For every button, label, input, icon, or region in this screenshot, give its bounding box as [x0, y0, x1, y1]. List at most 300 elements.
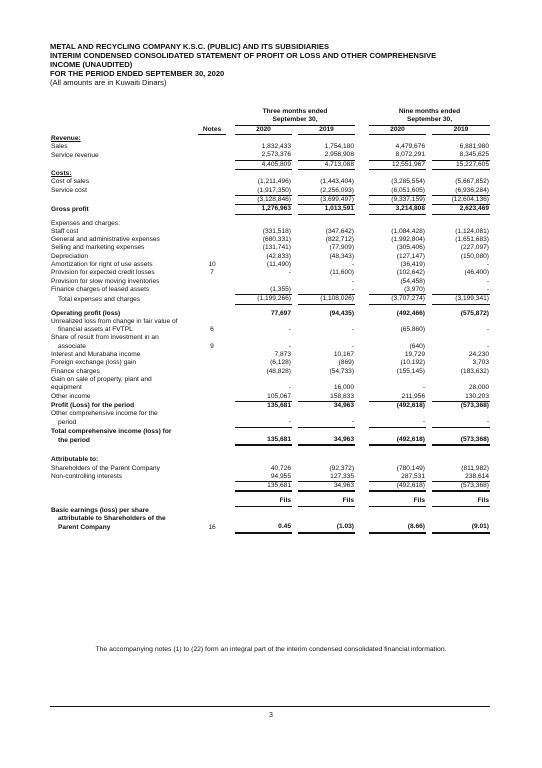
value-9m-2019: (46,400): [464, 269, 490, 277]
value-9m-2019: -: [486, 342, 490, 350]
row-label: Total expenses and charges: [58, 295, 141, 303]
value-q3-2019: -: [351, 261, 355, 269]
value-9m-2019: (573,368): [432, 482, 490, 492]
statement-row: [50, 326, 490, 334]
row-note: [198, 151, 226, 160]
value-q3-2020: (1,917,350): [235, 187, 292, 196]
row-label: equipment: [51, 384, 82, 392]
value-9m-2020: (3,707,274): [369, 295, 426, 304]
statement-row: [50, 473, 490, 482]
value-9m-2020: (492,618): [369, 482, 426, 492]
value-9m-2020: (36,419): [400, 261, 426, 269]
value-9m-2019: -: [486, 277, 490, 285]
value-9m-2020: [369, 506, 426, 515]
value-9m-2020: 4,479,676: [395, 143, 426, 151]
statement-row: [50, 359, 490, 367]
value-9m-2019: [432, 220, 490, 228]
statement-row: [50, 318, 490, 326]
row-note: [198, 178, 226, 186]
row-label: Finance charges: [51, 367, 100, 375]
row-note: [198, 376, 226, 384]
value-q3-2019: (54,733): [329, 367, 355, 375]
value-q3-2020: -: [235, 418, 292, 427]
value-q3-2019: 34,963: [298, 482, 355, 492]
row-note: [198, 195, 226, 204]
value-9m-2019: (573,368): [460, 401, 490, 409]
statement-row: [50, 278, 490, 286]
value-9m-2019: Fils: [432, 497, 490, 506]
row-note: [198, 143, 226, 151]
value-q3-2019: (1,108,026): [298, 295, 355, 304]
value-9m-2020: -: [422, 384, 426, 392]
statement-row: [50, 418, 490, 427]
row-note: [198, 482, 226, 492]
row-label: Parent Company: [58, 524, 111, 532]
value-9m-2020: (8.66): [369, 523, 426, 532]
value-9m-2020: (54,458): [400, 277, 426, 285]
value-9m-2019: (573,368): [432, 436, 490, 445]
value-9m-2019: 3,703: [472, 359, 490, 367]
value-9m-2019: 2,623,469: [432, 205, 490, 214]
value-q3-2020: (331,518): [262, 227, 291, 235]
value-q3-2020: 7,873: [274, 351, 291, 359]
row-note: [198, 236, 226, 244]
three-months-heading: Three months ended: [262, 108, 328, 115]
statement-row: [50, 465, 490, 473]
statement-row: [50, 456, 490, 464]
row-note: [198, 134, 226, 143]
row-label: the period: [58, 436, 90, 444]
value-9m-2019: 238,614: [432, 473, 490, 482]
value-9m-2020: [369, 456, 426, 464]
value-9m-2019: [432, 318, 490, 326]
row-label: [50, 160, 198, 169]
statement-row: [50, 343, 490, 351]
row-label: financial assets at FVTPL: [58, 326, 133, 334]
value-9m-2020: (492,618): [396, 401, 426, 409]
value-9m-2019: [432, 134, 490, 143]
value-q3-2019: 16,000: [333, 384, 355, 392]
value-q3-2019: (94,435): [329, 309, 355, 317]
row-label: Provision for expected credit losses: [51, 269, 155, 277]
statement-row: [50, 195, 490, 204]
row-note: [198, 473, 226, 482]
row-label: Gain on sale of property, plant and: [51, 375, 152, 383]
statement-row: [50, 393, 490, 402]
value-q3-2020: 94,955: [235, 473, 292, 482]
value-q3-2020: (48,828): [266, 367, 291, 375]
row-label: [50, 482, 198, 492]
statement-row: [50, 427, 490, 436]
value-q3-2020: 40,726: [270, 464, 291, 472]
value-q3-2019: -: [351, 342, 355, 350]
value-q3-2019: (347,642): [325, 227, 355, 235]
value-q3-2019: [298, 515, 355, 523]
value-9m-2019: 15,227,605: [432, 160, 490, 169]
row-label: Selling and marketing expenses: [51, 244, 145, 252]
statement-row: [50, 410, 490, 418]
value-q3-2019: -: [351, 277, 355, 285]
row-note: [198, 278, 226, 286]
value-q3-2019: (1.03): [298, 523, 355, 532]
value-9m-2020: (102,642): [396, 269, 426, 277]
row-label: Service revenue: [51, 151, 99, 159]
value-q3-2020: [235, 278, 292, 286]
row-note: [198, 187, 226, 196]
row-note: [198, 160, 226, 169]
statement-row: [50, 401, 490, 410]
row-label: Operating profit (loss): [51, 309, 121, 317]
value-9m-2020: (155,145): [396, 367, 426, 375]
row-label: attributable to Shareholders of the: [58, 515, 166, 523]
statement-row: [50, 368, 490, 376]
row-note: [198, 205, 226, 214]
value-q3-2020: (6,128): [270, 359, 291, 367]
row-label: Other income: [51, 393, 91, 400]
value-9m-2019: (1,124,081): [455, 227, 490, 235]
statement-row: [50, 187, 490, 196]
value-q3-2020: (42,833): [266, 252, 291, 260]
value-9m-2020: 12,551,967: [369, 160, 426, 169]
value-9m-2020: (3,285,554): [391, 178, 426, 186]
value-9m-2019: -: [432, 418, 490, 427]
value-q3-2019: -: [298, 286, 355, 295]
row-note: [198, 286, 226, 295]
statement-row: [50, 334, 490, 342]
value-9m-2019: 130,203: [432, 393, 490, 402]
value-q3-2020: -: [288, 326, 291, 334]
value-9m-2019: 28,000: [468, 384, 490, 392]
row-label: Basic earnings (loss) per share: [51, 506, 149, 514]
row-label: Staff cost: [51, 227, 79, 235]
value-q3-2019: [298, 134, 355, 143]
value-9m-2019: (9.01): [432, 523, 490, 532]
row-note: [198, 310, 226, 318]
statement-row: [50, 170, 490, 179]
value-q3-2019: (3,699,497): [298, 195, 355, 204]
year-header-row: [50, 125, 490, 134]
notes-heading: Notes: [198, 125, 226, 134]
statement-row: [50, 178, 490, 186]
row-label: associate: [58, 342, 86, 350]
value-q3-2020: [235, 170, 292, 179]
value-9m-2020: 287,531: [369, 473, 426, 482]
value-q3-2020: (11,490): [266, 261, 291, 269]
row-note: [198, 228, 226, 236]
value-q3-2020: 4,405,809: [235, 160, 292, 169]
value-q3-2019: 34,963: [333, 401, 355, 409]
value-9m-2019: (5,667,852): [455, 178, 490, 186]
value-q3-2019: 158,833: [298, 393, 355, 402]
statement-row: [50, 523, 490, 532]
row-label: Finance charges of leased assets: [51, 286, 150, 294]
row-note: [198, 384, 226, 392]
value-9m-2019: [432, 506, 490, 515]
value-q3-2020: [235, 515, 292, 523]
statement-row: [50, 506, 490, 515]
value-q3-2019: (869): [338, 359, 355, 367]
value-9m-2019: 6,881,980: [459, 143, 490, 151]
row-label: Interest and Murabaha income: [51, 351, 141, 359]
three-months-date: September 30,: [235, 116, 355, 125]
value-q3-2019: Fils: [298, 497, 355, 506]
value-q3-2019: [298, 170, 355, 179]
statement-row: [50, 236, 490, 244]
currency-note: (All amounts are in Kuwaiti Dinars): [50, 78, 167, 87]
value-q3-2019: 34,963: [298, 436, 355, 445]
value-9m-2020: (65,860): [400, 326, 426, 334]
value-q3-2019: 1,013,591: [298, 205, 355, 214]
value-9m-2020: (3,970): [369, 286, 426, 295]
value-9m-2019: (227,097): [460, 244, 490, 252]
value-q3-2019: [298, 220, 355, 228]
row-note: [198, 410, 226, 418]
row-note: [198, 497, 226, 506]
row-label: Sales: [51, 143, 68, 151]
row-label: period: [58, 418, 77, 426]
value-9m-2019: [432, 376, 490, 384]
value-q3-2020: [235, 376, 292, 384]
value-9m-2020: [369, 318, 426, 326]
statement-row: [50, 143, 490, 151]
value-q3-2019: -: [351, 326, 355, 334]
value-9m-2019: (575,872): [460, 309, 490, 317]
statement-row: [50, 228, 490, 236]
footnote: The accompanying notes (1) to (22) form an integral part of the interim condensed consolidated financial information.: [95, 646, 447, 653]
row-note: [198, 220, 226, 228]
value-q3-2019: (1,443,404): [320, 178, 355, 186]
statement-row: [50, 253, 490, 261]
value-q3-2020: -: [288, 269, 291, 277]
row-label: Gross profit: [51, 205, 89, 213]
row-note: [198, 244, 226, 252]
row-note: [198, 393, 226, 402]
row-note: 6: [210, 326, 214, 334]
value-q3-2019: [298, 506, 355, 515]
statement-row: [50, 160, 490, 169]
value-q3-2019: [298, 410, 355, 418]
period-header-row: [50, 108, 490, 116]
value-9m-2020: 8,072,291: [369, 151, 426, 160]
value-9m-2020: 3,214,808: [369, 205, 426, 214]
value-q3-2019: (2,256,093): [298, 187, 355, 196]
statement-row: [50, 286, 490, 295]
value-9m-2020: (1,084,428): [391, 227, 426, 235]
row-label: Other comprehensive income for the: [51, 410, 158, 418]
nine-months-date: September 30,: [369, 116, 490, 125]
row-label: Depreciation: [51, 252, 89, 260]
statement-row: [50, 151, 490, 160]
statement-period: FOR THE PERIOD ENDED SEPTEMBER 30, 2020: [50, 69, 225, 78]
value-q3-2020: 135,681: [235, 436, 292, 445]
value-9m-2020: [369, 410, 426, 418]
statement-body: [50, 134, 490, 532]
value-9m-2020: (640): [409, 342, 426, 350]
value-9m-2020: [369, 134, 426, 143]
value-9m-2020: [369, 334, 426, 342]
row-label: Attributable to:: [51, 456, 99, 464]
value-q3-2019: [298, 334, 355, 342]
row-note: [198, 515, 226, 523]
value-q3-2020: Fils: [235, 497, 292, 506]
row-note: [198, 401, 226, 410]
value-q3-2020: (131,741): [262, 244, 291, 252]
value-q3-2020: (1,211,496): [257, 178, 291, 186]
income-statement-table: [50, 108, 490, 534]
value-q3-2020: (1,199,266): [235, 295, 292, 304]
value-q3-2020: 77,697: [270, 309, 291, 317]
statement-row: [50, 310, 490, 318]
value-9m-2020: -: [369, 418, 426, 427]
value-9m-2019: [432, 410, 490, 418]
value-9m-2019: 8,345,625: [432, 151, 490, 160]
row-note: [198, 465, 226, 473]
row-note: 9: [210, 342, 214, 350]
value-q3-2020: [235, 334, 292, 342]
value-q3-2020: 135,681: [235, 482, 292, 492]
value-q3-2020: [235, 220, 292, 228]
value-q3-2019: -: [298, 418, 355, 427]
statement-row: [50, 269, 490, 277]
value-q3-2020: 2,573,376: [235, 151, 292, 160]
value-q3-2019: (77,909): [329, 244, 355, 252]
row-note: [198, 436, 226, 445]
value-9m-2019: (150,080): [460, 252, 490, 260]
row-label: [50, 497, 198, 506]
row-label: Service cost: [51, 187, 87, 195]
value-9m-2020: (492,466): [396, 309, 426, 317]
row-note: [198, 318, 226, 326]
9m-2019-heading: 2019: [432, 125, 490, 134]
value-9m-2020: (10,192): [400, 359, 426, 367]
value-9m-2019: (1,651,683): [455, 236, 490, 244]
value-q3-2019: (11,600): [329, 269, 355, 277]
value-q3-2019: [298, 318, 355, 326]
row-note: [198, 368, 226, 376]
value-q3-2020: 135,681: [267, 401, 291, 409]
value-9m-2020: (127,147): [396, 252, 426, 260]
value-9m-2020: (6,051,605): [369, 187, 426, 196]
row-label: Non-controlling interests: [51, 473, 123, 481]
value-9m-2019: (12,604,136): [432, 195, 490, 204]
statement-row: [50, 351, 490, 359]
statement-row: [50, 384, 490, 392]
value-q3-2020: (3,128,846): [235, 195, 292, 204]
value-q3-2020: [235, 506, 292, 515]
value-q3-2019: (48,343): [329, 252, 355, 260]
value-9m-2020: [369, 376, 426, 384]
value-q3-2019: [298, 456, 355, 464]
value-9m-2020: (9,337,159): [369, 195, 426, 204]
row-label: Shareholders of the Parent Company: [51, 464, 160, 472]
value-9m-2020: [369, 427, 426, 436]
value-9m-2020: [369, 220, 426, 228]
statement-row: [50, 497, 490, 506]
row-label: Profit (Loss) for the period: [51, 401, 135, 409]
value-9m-2020: Fils: [369, 497, 426, 506]
value-q3-2020: -: [288, 384, 291, 392]
row-note: 16: [208, 524, 216, 532]
statement-row: [50, 220, 490, 228]
date-header-row: [50, 116, 490, 125]
value-9m-2019: -: [432, 286, 490, 295]
page-number: 3: [269, 712, 273, 719]
value-9m-2020: (305,406): [396, 244, 426, 252]
value-q3-2020: -: [288, 342, 291, 350]
value-q3-2020: [235, 318, 292, 326]
value-9m-2020: [369, 515, 426, 523]
value-9m-2019: (3,199,341): [432, 295, 490, 304]
row-label: Expenses and charges:: [51, 219, 120, 227]
value-9m-2020: (1,992,804): [391, 236, 426, 244]
value-q3-2020: [235, 134, 292, 143]
row-label: Foreign exchange (loss) gain: [51, 359, 137, 367]
footer-rule: [50, 706, 490, 707]
statement-row: [50, 134, 490, 143]
row-label: Unrealized loss from change in fair value of: [51, 317, 178, 325]
value-9m-2019: (811,982): [461, 464, 490, 472]
statement-row: [50, 376, 490, 384]
value-9m-2020: 19,729: [404, 351, 426, 359]
row-note: [198, 418, 226, 427]
row-note: [198, 295, 226, 304]
row-label: Costs:: [51, 170, 72, 178]
statement-row: [50, 436, 490, 445]
value-9m-2020: (492,618): [369, 436, 426, 445]
row-note: [198, 456, 226, 464]
value-q3-2019: (822,712): [325, 236, 355, 244]
value-q3-2020: 0.45: [235, 523, 292, 532]
row-label: General and administrative expenses: [51, 236, 160, 244]
statement-row: [50, 261, 490, 269]
row-note: [198, 334, 226, 342]
statement-row: [50, 244, 490, 252]
row-note: [198, 253, 226, 261]
row-note: [198, 351, 226, 359]
value-9m-2019: [432, 170, 490, 179]
value-9m-2019: [432, 334, 490, 342]
value-9m-2019: [432, 456, 490, 464]
row-note: [198, 170, 226, 179]
value-9m-2020: [369, 170, 426, 179]
row-label: [50, 195, 198, 204]
value-9m-2019: [432, 515, 490, 523]
value-q3-2019: 2,958,908: [298, 151, 355, 160]
q3-2019-heading: 2019: [298, 125, 355, 134]
value-q3-2019: [298, 427, 355, 436]
value-9m-2019: -: [486, 261, 490, 269]
value-q3-2020: 1,276,963: [235, 205, 292, 214]
statement-title: INTERIM CONDENSED CONSOLIDATED STATEMENT OF PROFIT OR LOSS AND OTHER COMPREHENSIVE: [50, 51, 437, 60]
row-note: [198, 506, 226, 515]
statement-row: [50, 205, 490, 214]
value-q3-2019: (92,372): [329, 464, 355, 472]
q3-2020-heading: 2020: [235, 125, 292, 134]
value-q3-2019: [298, 376, 355, 384]
value-q3-2020: [235, 456, 292, 464]
value-9m-2019: (6,936,284): [432, 187, 490, 196]
value-q3-2019: 4,713,088: [298, 160, 355, 169]
value-q3-2020: [235, 410, 292, 418]
value-q3-2020: (1,355): [235, 286, 292, 295]
row-note: [198, 427, 226, 436]
row-label: Total comprehensive income (loss) for: [51, 427, 172, 435]
value-q3-2019: 127,335: [298, 473, 355, 482]
row-label: Revenue:: [51, 134, 81, 142]
row-label: Share of result from investment in an: [51, 334, 159, 342]
row-label: Provision for slow moving inventories: [51, 277, 160, 285]
value-q3-2020: 105,067: [235, 393, 292, 402]
